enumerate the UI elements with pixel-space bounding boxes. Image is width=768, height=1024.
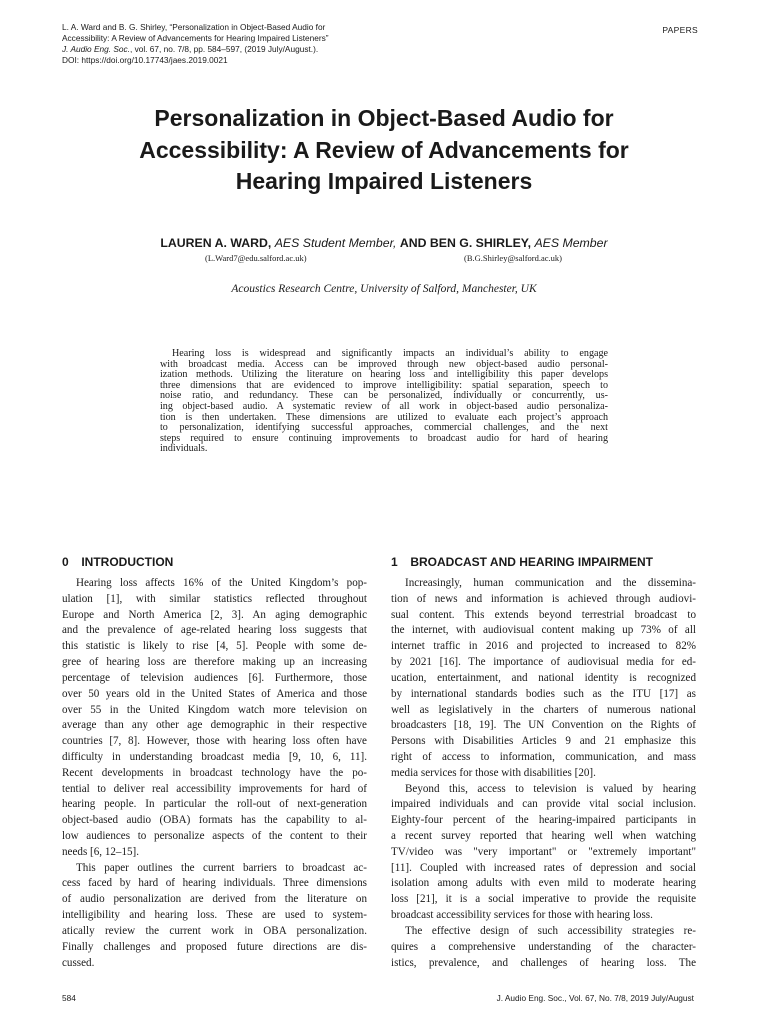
body-line: countries [7, 8]. However, those with hearing loss often have bbox=[62, 735, 367, 748]
affiliation: Acoustics Research Centre, University of Salford, Manchester, UK bbox=[231, 283, 537, 295]
body-line: over 50 years old in the United States of America and those bbox=[62, 687, 367, 700]
section-heading bbox=[391, 555, 653, 569]
citation-journal: J. Audio Eng. Soc. bbox=[62, 44, 130, 54]
body-line: hearing people. In particular the roll-out of next-generation bbox=[62, 798, 367, 811]
body-line: Finally challenges and proposed future directions are dis- bbox=[62, 940, 367, 953]
body-line: tential to deliver real accessibility improvements for hard of bbox=[62, 782, 367, 795]
body-line: right of access to information, communication, and mass bbox=[391, 750, 696, 763]
section-heading bbox=[62, 555, 173, 569]
section-title: INTRODUCTION bbox=[81, 555, 174, 569]
abstract-line: Hearing loss is widespread and significantly impacts an individual’s ability to engage bbox=[172, 348, 608, 359]
body-line: istics, prevalence, and challenges of hearing loss. The bbox=[391, 956, 696, 969]
body-line: intelligibility and hearing loss. These are used to system- bbox=[62, 909, 367, 922]
body-line: Hearing loss affects 16% of the United Kingdom’s pop- bbox=[76, 577, 367, 589]
body-line: difficulty in understanding broadcast media [9, 10, 6, 11]. bbox=[62, 750, 367, 763]
body-line: of audio personalization are derived from the literature on bbox=[62, 893, 367, 906]
body-line: gree of hearing loss are therefore making up an increasing bbox=[62, 656, 367, 669]
page-number: 584 bbox=[62, 993, 76, 1003]
abstract-line: individuals. bbox=[160, 443, 208, 455]
section-number: 1 bbox=[391, 555, 398, 569]
citation-line: Accessibility: A Review of Advancements for Hearing Impaired Listeners” bbox=[62, 33, 329, 43]
author-role: AES Student Member, bbox=[274, 236, 397, 250]
body-line: low audiences to personalize aspects of the content to their bbox=[62, 830, 367, 842]
body-line: cess faced by hard of hearing individuals. Three dimensions bbox=[62, 877, 367, 890]
citation-details: , vol. 67, no. 7/8, pp. 584–597, (2019 July/August.). bbox=[129, 44, 319, 54]
author-line bbox=[62, 236, 706, 250]
body-line: this statistic is likely to rise [4, 5]. People with some de- bbox=[62, 640, 367, 653]
abstract-line: steps required to ensure continuing improvements to broadcast audio for hard of hearing bbox=[160, 432, 608, 444]
section-number: 0 bbox=[62, 555, 69, 569]
body-line: by 2021 [16]. The importance of audiovisual media for ed- bbox=[391, 656, 696, 669]
abstract-line: three dimensions that are evidenced to improve intelligibility: spatial separation, speech to bbox=[160, 379, 608, 391]
title-line: Personalization in Object-Based Audio for bbox=[154, 105, 614, 131]
body-line: quires a comprehensive understanding of the character- bbox=[391, 940, 696, 953]
body-line: The effective design of such accessibility strategies re- bbox=[405, 924, 696, 937]
body-line: by international standards bodies such as the ITU [17] as bbox=[391, 687, 696, 700]
body-line: atically review the current work in OBA personalization. bbox=[62, 924, 367, 937]
author-role: AES Member bbox=[534, 236, 608, 250]
body-line: object-based audio (OBA) formats has the capability to al- bbox=[62, 814, 367, 827]
body-line: media services for those with disabilities [20]. bbox=[391, 766, 596, 779]
abstract-line: with broadcast media. Access can be improved through new object-based audio personal- bbox=[160, 358, 608, 370]
citation-line: L. A. Ward and B. G. Shirley, “Personalization in Object-Based Audio for bbox=[62, 22, 326, 32]
author-name: LAUREN A. WARD, bbox=[160, 236, 272, 250]
body-line: isolation among adults with even mild to moderate hearing bbox=[391, 877, 696, 890]
body-line: Europe and North America [2, 3]. An aging demographic bbox=[62, 608, 367, 621]
abstract-line: to personalization, identifying successful approaches, commercial challenges, and the next bbox=[160, 422, 608, 434]
body-line: percentage of television audiences [6]. Furthermore, those bbox=[62, 671, 367, 684]
body-line: internet traffic in 2016 and projected to increased to 82% bbox=[391, 640, 696, 653]
body-line: sual content. This extends beyond terrestrial broadcast to bbox=[391, 608, 696, 621]
journal-footer: J. Audio Eng. Soc., Vol. 67, No. 7/8, 2019 July/August bbox=[496, 993, 694, 1003]
title-line: Accessibility: A Review of Advancements for bbox=[139, 136, 629, 163]
body-line: and the prevalence of age-related hearing loss suggests that bbox=[62, 624, 367, 637]
body-line: This paper outlines the current barriers to broadcast ac- bbox=[76, 861, 367, 874]
body-line: Recent developments in broadcast technology have the po- bbox=[62, 766, 367, 779]
body-line: needs [6, 12–15]. bbox=[62, 845, 140, 858]
body-line: broadcast accessibility services for those with hearing loss. bbox=[391, 909, 653, 922]
body-line: Beyond this, access to television is valued by hearing bbox=[405, 782, 696, 795]
body-line: a recent survey reported that hearing well when watching bbox=[391, 830, 696, 842]
body-line: well as legislatively in the charters of numerous national bbox=[391, 703, 696, 716]
body-line: broadcasters [18, 19]. The UN Convention on the Rights of bbox=[391, 719, 696, 732]
column-right bbox=[391, 576, 696, 971]
abstract-line: ing object-based audio. A systematic review of all work in object-based audio personaliza- bbox=[160, 400, 608, 412]
abstract-line: tion is then undertaken. These dimensions are utilized to evaluate each project’s approach bbox=[160, 411, 608, 423]
citation-header bbox=[62, 22, 422, 66]
body-line: the internet, with audiovisual content making up 73% of all bbox=[391, 624, 696, 637]
body-line: Persons with Disabilities Articles 9 and 21 emphasize this bbox=[391, 735, 696, 748]
section-title: BROADCAST AND HEARING IMPAIRMENT bbox=[410, 555, 654, 569]
body-line: average than any other age demographic in their respective bbox=[62, 719, 367, 732]
body-line: cussed. bbox=[62, 956, 95, 969]
body-line: [11]. Coupled with increased rates of depression and social bbox=[391, 861, 696, 874]
body-line: loss [21], it is a social imperative to provide the requisite bbox=[391, 893, 696, 906]
section-label: PAPERS bbox=[662, 25, 698, 35]
doi-link[interactable]: DOI: https://doi.org/10.17743/jaes.2019.0021 bbox=[62, 55, 228, 65]
abstract-line: ization methods. Utilizing the literature on hearing loss and intelligibility this paper develops bbox=[160, 369, 608, 381]
author-email[interactable]: (B.G.Shirley@salford.ac.uk) bbox=[464, 253, 562, 263]
author-email[interactable]: (L.Ward7@edu.salford.ac.uk) bbox=[205, 253, 307, 263]
abstract-line: noise ratio, and redundancy. These can be personalized, individually or concurrently, us- bbox=[160, 390, 608, 402]
column-left bbox=[62, 576, 367, 971]
body-line: Increasingly, human communication and the dissemina- bbox=[405, 577, 696, 589]
paper-title bbox=[62, 103, 706, 198]
author-joiner: AND bbox=[399, 236, 427, 250]
body-line: ulation [1], with similar statistics reflected throughout bbox=[62, 592, 367, 605]
body-line: TV/video was "very important" or "extremely important" bbox=[391, 845, 696, 858]
body-line: impaired individuals and can provide vital social inclusion. bbox=[391, 798, 696, 811]
citation-line bbox=[62, 44, 422, 55]
author-name: BEN G. SHIRLEY, bbox=[429, 236, 532, 250]
abstract bbox=[160, 349, 608, 455]
title-line: Hearing Impaired Listeners bbox=[235, 168, 533, 194]
body-line: ucation, entertainment, and national identity is recognized bbox=[391, 671, 696, 684]
body-line: over 55 in the United Kingdom watch more television on bbox=[62, 703, 367, 716]
body-line: tion of news and information is achieved through audiovi- bbox=[391, 592, 696, 605]
body-line: Eighty-four percent of the hearing-impaired participants in bbox=[391, 814, 696, 827]
